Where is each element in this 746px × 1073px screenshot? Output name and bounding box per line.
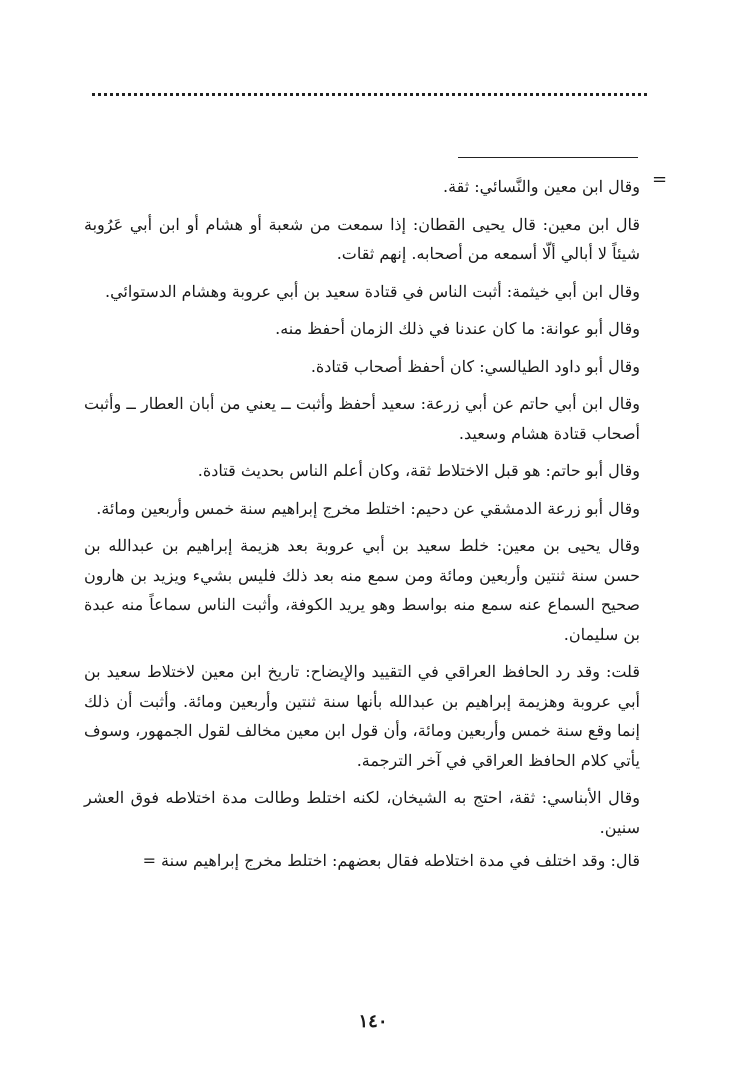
paragraph: وقال أبو داود الطيالسي: كان أحفظ أصحاب قتادة.: [310, 356, 640, 376]
paragraph: وقال أبو عوانة: ما كان عندنا في ذلك الزمان أحفظ منه.: [275, 319, 640, 338]
paragraph: وقال أبو زرعة الدمشقي عن دحيم: اختلط مخرج إبراهيم سنة خمس وأربعين ومائة.: [96, 498, 640, 518]
paragraph: وقال ابن معين والنَّسائي: ثقة.: [442, 177, 640, 196]
top-dotted-separator: [92, 93, 647, 106]
paragraph: وقال ابن أبي حاتم عن أبي زرعة: سعيد أحفظ وأثبت ــ يعني من أبان العطار ــ وأثبت أصحاب قتادة هشام وسعيد.: [84, 394, 640, 443]
footnote-rule: [458, 157, 638, 158]
paragraph: قال: وقد اختلف في مدة اختلاطه فقال بعضهم: اختلط مخرج إبراهيم سنة =: [142, 851, 640, 870]
paragraph: قال ابن معين: قال يحيى القطان: إذا سمعت من شعبة أو هشام أو ابن أبي عَرُوبة شيئاً لا أبالي ألّا أسمعه من أصحابه. إنهم ثقات.: [84, 214, 640, 263]
paragraph: وقال يحيى بن معين: خلط سعيد بن أبي عروبة بعد هزيمة إبراهيم بن عبدالله بن حسن سنة ثنتين وأربعين ومائة ومن سمع منه بعد ذلك فليس بشيء ويزيد بن هارون صحيح السماع عنه سمع منه بواسط وهو يريد الكوفة، وأثبت الناس سماعاً منه عبدة بن سليمان.: [84, 536, 640, 644]
paragraph: قلت: وقد رد الحافظ العراقي في التقييد والإيضاح: تاريخ ابن معين لاختلاط سعيد بن أبي عروبة وهزيمة إبراهيم بن عبدالله بأنها سنة ثنتين وأربعين ومائة. وأثبت أن ذلك إنما وقع سنة خمس وأربعين ومائة، وأن قول ابن معين مخالف لقول الجمهور، وسوف يأتي كلام الحافظ العراقي في آخر الترجمة.: [84, 662, 640, 770]
paragraph: وقال أبو حاتم: هو قبل الاختلاط ثقة، وكان أعلم الناس بحديث قتادة.: [197, 461, 640, 480]
page-body: [84, 172, 640, 876]
page-number: ١٤٠: [358, 1011, 388, 1032]
continuation-mark: =: [652, 169, 668, 190]
paragraph: وقال الأبناسي: ثقة، احتج به الشيخان، لكنه اختلط وطالت مدة اختلاطه فوق العشر سنين.: [84, 788, 640, 837]
paragraph: وقال ابن أبي خيثمة: أثبت الناس في قتادة سعيد بن أبي عروبة وهشام الدستوائي.: [104, 281, 640, 301]
